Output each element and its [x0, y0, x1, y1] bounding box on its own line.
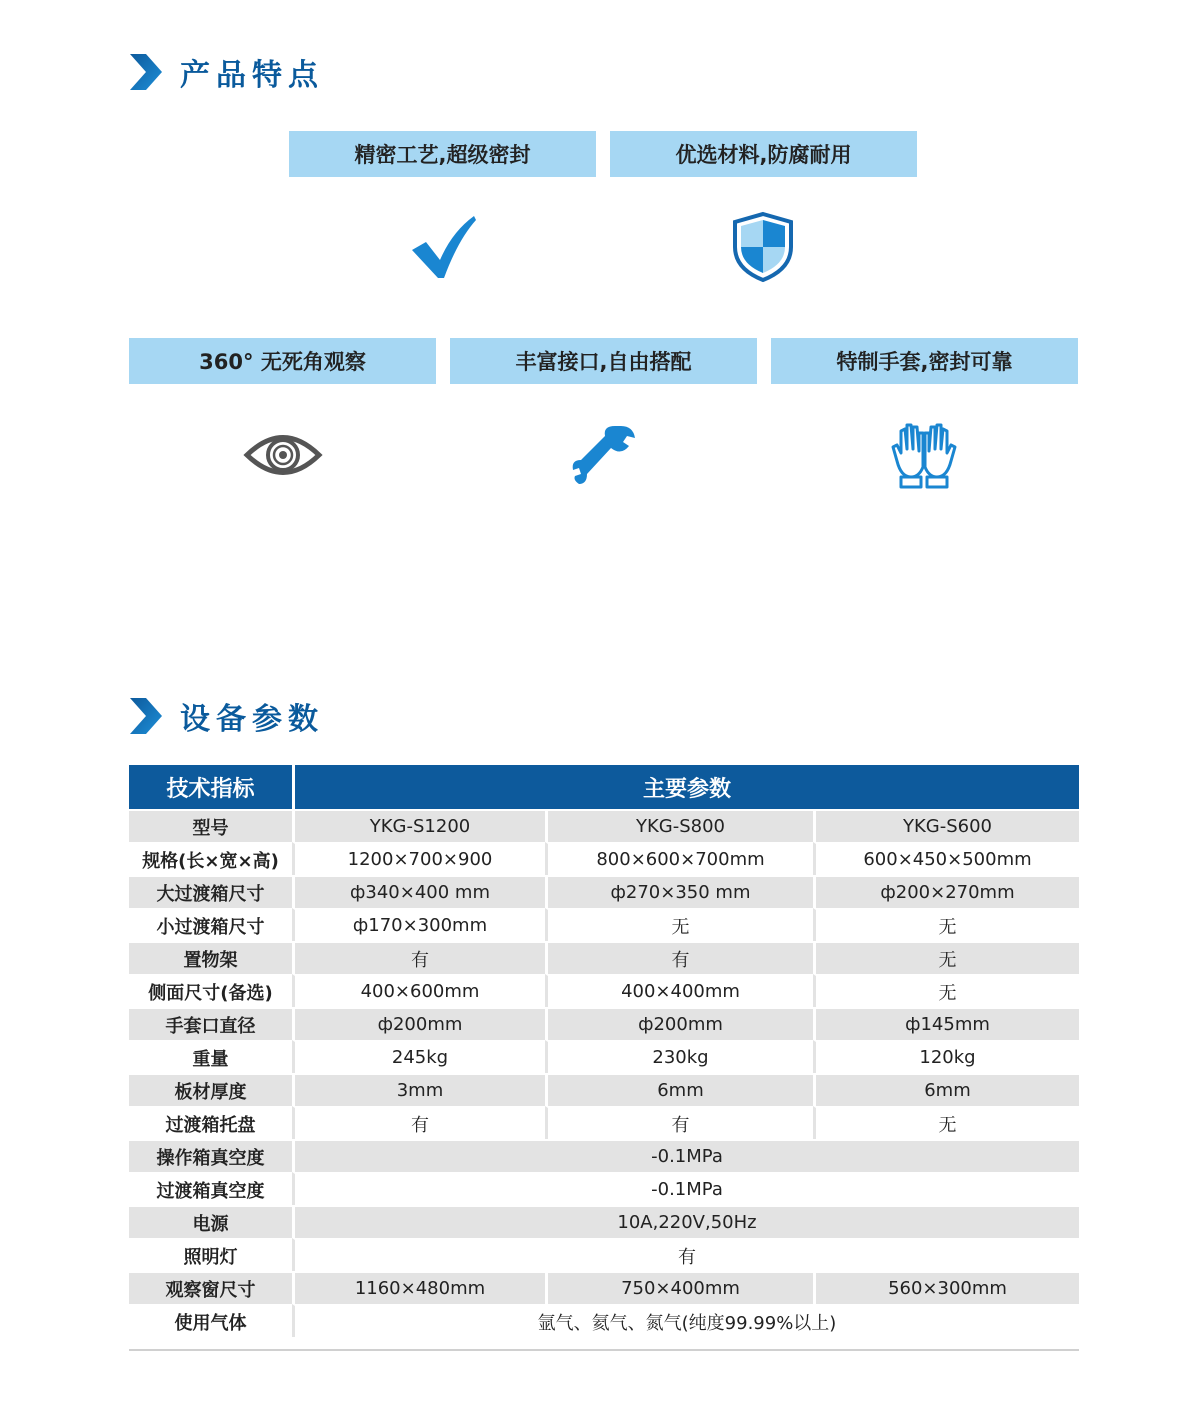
row-label: 观察窗尺寸: [129, 1271, 292, 1304]
table-cell: ф340×400 mm: [292, 875, 545, 908]
table-header-row: [129, 765, 1079, 809]
table-cell: 600×450×500mm: [813, 842, 1079, 875]
table-cell: 750×400mm: [545, 1271, 813, 1304]
table-header-left: 技术指标: [129, 765, 292, 809]
table-cell: 无: [813, 1106, 1079, 1139]
table-row: [129, 1205, 1079, 1238]
table-cell: 6mm: [545, 1073, 813, 1106]
table-cell: 400×600mm: [292, 974, 545, 1007]
row-label: 大过渡箱尺寸: [129, 875, 292, 908]
table-row: [129, 1139, 1079, 1172]
table-cell: YKG-S600: [813, 809, 1079, 842]
row-label: 过渡箱真空度: [129, 1172, 292, 1205]
table-cell: 6mm: [813, 1073, 1079, 1106]
row-label: 操作箱真空度: [129, 1139, 292, 1172]
table-row: [129, 1238, 1079, 1271]
row-label: 手套口直径: [129, 1007, 292, 1040]
gloves-icon: [889, 421, 959, 491]
table-row: [129, 1271, 1079, 1304]
table-cell: 120kg: [813, 1040, 1079, 1073]
table-cell: YKG-S800: [545, 809, 813, 842]
table-row: [129, 974, 1079, 1007]
table-row: [129, 809, 1079, 842]
table-row: [129, 1007, 1079, 1040]
checkmark-icon: [408, 212, 480, 282]
table-cell: ф170×300mm: [292, 908, 545, 941]
table-cell: -0.1MPa: [292, 1139, 1079, 1172]
table-cell: 1200×700×900: [292, 842, 545, 875]
table-cell: 有: [292, 941, 545, 974]
table-header-right: 主要参数: [292, 765, 1079, 809]
table-row: [129, 908, 1079, 941]
table-row: [129, 1106, 1079, 1139]
table-cell: 无: [545, 908, 813, 941]
table-cell: ф200×270mm: [813, 875, 1079, 908]
table-bottom-rule: [129, 1349, 1079, 1351]
table-cell: YKG-S1200: [292, 809, 545, 842]
table-row: [129, 1172, 1079, 1205]
feature-label-gloves: 特制手套,密封可靠: [771, 338, 1078, 384]
feature-label-view: 360° 无死角观察: [129, 338, 436, 384]
row-label: 板材厚度: [129, 1073, 292, 1106]
params-title: 设备参数: [180, 702, 324, 737]
feature-label-seal: 精密工艺,超级密封: [289, 131, 596, 177]
row-label: 小过渡箱尺寸: [129, 908, 292, 941]
row-label: 重量: [129, 1040, 292, 1073]
spec-table: [129, 765, 1079, 1337]
table-cell: 10A,220V,50Hz: [292, 1205, 1079, 1238]
table-row: [129, 1304, 1079, 1337]
row-label: 型号: [129, 809, 292, 842]
row-label: 电源: [129, 1205, 292, 1238]
table-cell: ф270×350 mm: [545, 875, 813, 908]
table-cell: 有: [545, 941, 813, 974]
table-cell: ф145mm: [813, 1007, 1079, 1040]
features-title: 产品特点: [180, 58, 324, 93]
table-cell: 245kg: [292, 1040, 545, 1073]
table-cell: 3mm: [292, 1073, 545, 1106]
table-row: [129, 842, 1079, 875]
table-cell: 560×300mm: [813, 1271, 1079, 1304]
table-cell: 氩气、氦气、氮气(纯度99.99%以上): [292, 1304, 1079, 1337]
table-cell: ф200mm: [545, 1007, 813, 1040]
shield-icon: [731, 211, 795, 283]
features-section-heading: [128, 50, 324, 94]
chevron-right-icon: [128, 52, 164, 92]
params-section-heading: [128, 694, 324, 738]
table-cell: 无: [813, 974, 1079, 1007]
table-cell: 800×600×700mm: [545, 842, 813, 875]
table-cell: ф200mm: [292, 1007, 545, 1040]
row-label: 规格(长×宽×高): [129, 842, 292, 875]
table-row: [129, 1040, 1079, 1073]
table-cell: 230kg: [545, 1040, 813, 1073]
wrench-icon: [567, 422, 639, 490]
eye-icon: [243, 428, 323, 482]
table-cell: 400×400mm: [545, 974, 813, 1007]
table-row: [129, 1073, 1079, 1106]
feature-label-material: 优选材料,防腐耐用: [610, 131, 917, 177]
feature-label-interface: 丰富接口,自由搭配: [450, 338, 757, 384]
row-label: 置物架: [129, 941, 292, 974]
row-label: 侧面尺寸(备选): [129, 974, 292, 1007]
table-row: [129, 941, 1079, 974]
row-label: 过渡箱托盘: [129, 1106, 292, 1139]
table-cell: 1160×480mm: [292, 1271, 545, 1304]
table-cell: 有: [545, 1106, 813, 1139]
table-cell: 有: [292, 1238, 1079, 1271]
table-cell: 无: [813, 941, 1079, 974]
table-row: [129, 875, 1079, 908]
chevron-right-icon: [128, 696, 164, 736]
row-label: 照明灯: [129, 1238, 292, 1271]
row-label: 使用气体: [129, 1304, 292, 1337]
table-cell: -0.1MPa: [292, 1172, 1079, 1205]
table-cell: 无: [813, 908, 1079, 941]
table-cell: 有: [292, 1106, 545, 1139]
